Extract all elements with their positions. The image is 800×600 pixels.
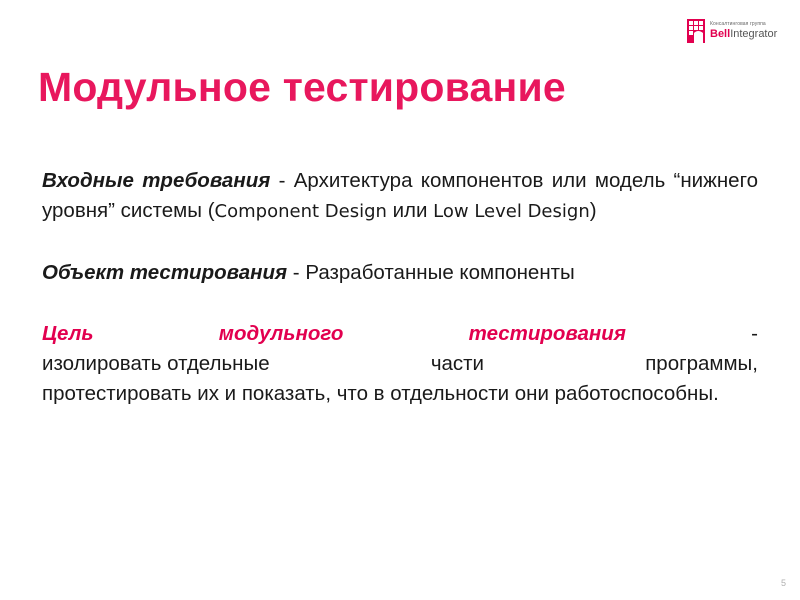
input-requirements-term: Входные требования [42,169,271,192]
input-requirements-text-3: ) [589,199,597,222]
goal-dash: - [751,322,758,345]
goal-line-2-word-1: изолировать отдельные [42,352,270,375]
goal-line-2-word-2: части [430,352,484,375]
test-object-term: Объект тестирования [42,261,288,284]
goal-line-2-word-3: программы, [645,352,758,375]
goal-rest-text: протестировать их и показать, что в отдельности они работоспособны. [42,382,719,405]
input-requirements-paragraph [42,166,758,227]
input-requirements-latin-2: Low Level Design [433,201,590,222]
logo-text [710,22,777,40]
slide-content [42,166,758,440]
goal-line-2 [42,349,758,379]
test-object-text: Разработанные компоненты [305,261,575,284]
test-object-separator: - [287,261,306,284]
goal-paragraph [42,319,758,409]
slide-title: Модульное тестирование [38,64,566,110]
goal-term-word-3: тестирования [468,322,626,345]
input-requirements-text-1: Архитектура компонентов или модель “нижнего уровня” системы ( [42,169,758,222]
logo-mark-icon [686,18,706,44]
input-requirements-latin-1: Component Design [214,201,387,222]
bell-integrator-logo [686,14,786,48]
test-object-paragraph [42,258,758,288]
logo-tagline: Консалтинговая группа [710,21,766,27]
goal-term-word-2: модульного [218,322,344,345]
goal-term-word-1: Цель [42,322,94,345]
logo-brand-bell: Bell [710,28,731,40]
page-number: 5 [780,578,786,588]
logo-brand-integrator: Integrator [730,28,778,40]
logo-brand [710,29,777,40]
goal-line-1 [42,319,758,349]
input-requirements-text-2: или [386,199,434,222]
input-requirements-separator: - [270,169,294,192]
